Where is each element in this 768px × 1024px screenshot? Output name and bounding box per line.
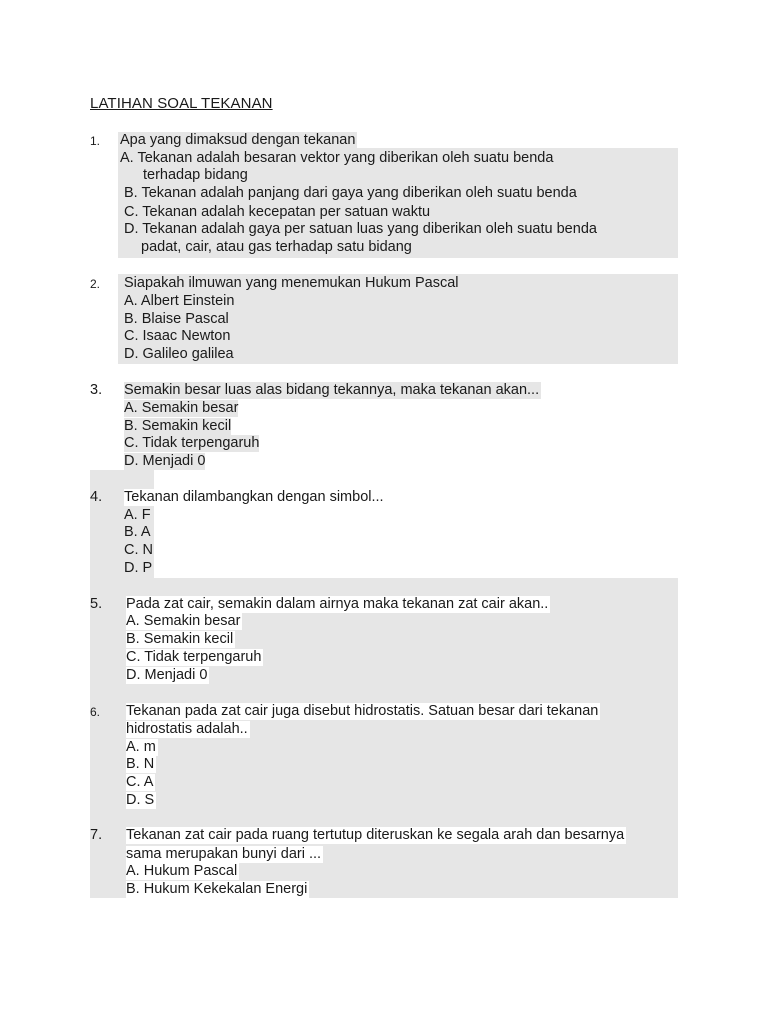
- option-b: B. Semakin kecil: [124, 418, 232, 434]
- option-b: B. A: [124, 524, 151, 540]
- option-d: D. Galileo galilea: [124, 346, 234, 362]
- question-number: 3.: [90, 382, 103, 398]
- option-d-cont: padat, cair, atau gas terhadap satu bidang: [141, 239, 412, 255]
- option-a: A. F: [124, 507, 151, 523]
- option-b: B. Tekanan adalah panjang dari gaya yang diberikan oleh suatu benda: [124, 185, 577, 201]
- option-a: A. m: [126, 739, 156, 755]
- option-c: C. Tidak terpengaruh: [124, 435, 260, 451]
- question-number: 5.: [90, 596, 103, 612]
- question-text-cont: sama merupakan bunyi dari ...: [126, 846, 322, 862]
- option-d: D. S: [126, 792, 155, 808]
- question-text: Semakin besar luas alas bidang tekannya, maka tekanan akan...: [124, 382, 540, 398]
- question-number: 1.: [90, 134, 101, 148]
- question-text: Pada zat cair, semakin dalam airnya maka tekanan zat cair akan..: [126, 596, 549, 612]
- option-c: C. Isaac Newton: [124, 328, 231, 344]
- option-d: D. Tekanan adalah gaya per satuan luas yang diberikan oleh suatu benda: [124, 221, 597, 237]
- option-c: C. A: [126, 774, 154, 790]
- option-b: B. Semakin kecil: [126, 631, 234, 647]
- document-title: LATIHAN SOAL TEKANAN: [90, 95, 273, 112]
- option-c: C. Tekanan adalah kecepatan per satuan waktu: [124, 204, 431, 220]
- question-text-cont: hidrostatis adalah..: [126, 721, 248, 737]
- option-a-cont: terhadap bidang: [143, 167, 248, 183]
- option-a: A. Semakin besar: [126, 613, 241, 629]
- option-d: D. Menjadi 0: [124, 453, 206, 469]
- question-text: Tekanan zat cair pada ruang tertutup diteruskan ke segala arah dan besarnya: [126, 827, 625, 843]
- option-b: B. N: [126, 756, 155, 772]
- option-c: C. N: [124, 542, 153, 558]
- option-a: A. Semakin besar: [124, 400, 239, 416]
- question-number: 6.: [90, 705, 101, 719]
- question-text: Tekanan pada zat cair juga disebut hidrostatis. Satuan besar dari tekanan: [126, 703, 599, 719]
- option-d: D. Menjadi 0: [126, 667, 208, 683]
- question-text: Tekanan dilambangkan dengan simbol...: [124, 489, 384, 505]
- question-text: Apa yang dimaksud dengan tekanan: [120, 132, 356, 148]
- option-d: D. P: [124, 560, 153, 576]
- option-a: A. Albert Einstein: [124, 293, 235, 309]
- question-number: 7.: [90, 827, 103, 843]
- option-a: A. Tekanan adalah besaran vektor yang diberikan oleh suatu benda: [120, 150, 554, 166]
- option-b: B. Hukum Kekekalan Energi: [126, 881, 308, 897]
- option-b: B. Blaise Pascal: [124, 311, 229, 327]
- option-a: A. Hukum Pascal: [126, 863, 238, 879]
- question-text: Siapakah ilmuwan yang menemukan Hukum Pascal: [124, 275, 459, 291]
- question-number: 2.: [90, 277, 101, 291]
- question-number: 4.: [90, 489, 103, 505]
- option-c: C. Tidak terpengaruh: [126, 649, 262, 665]
